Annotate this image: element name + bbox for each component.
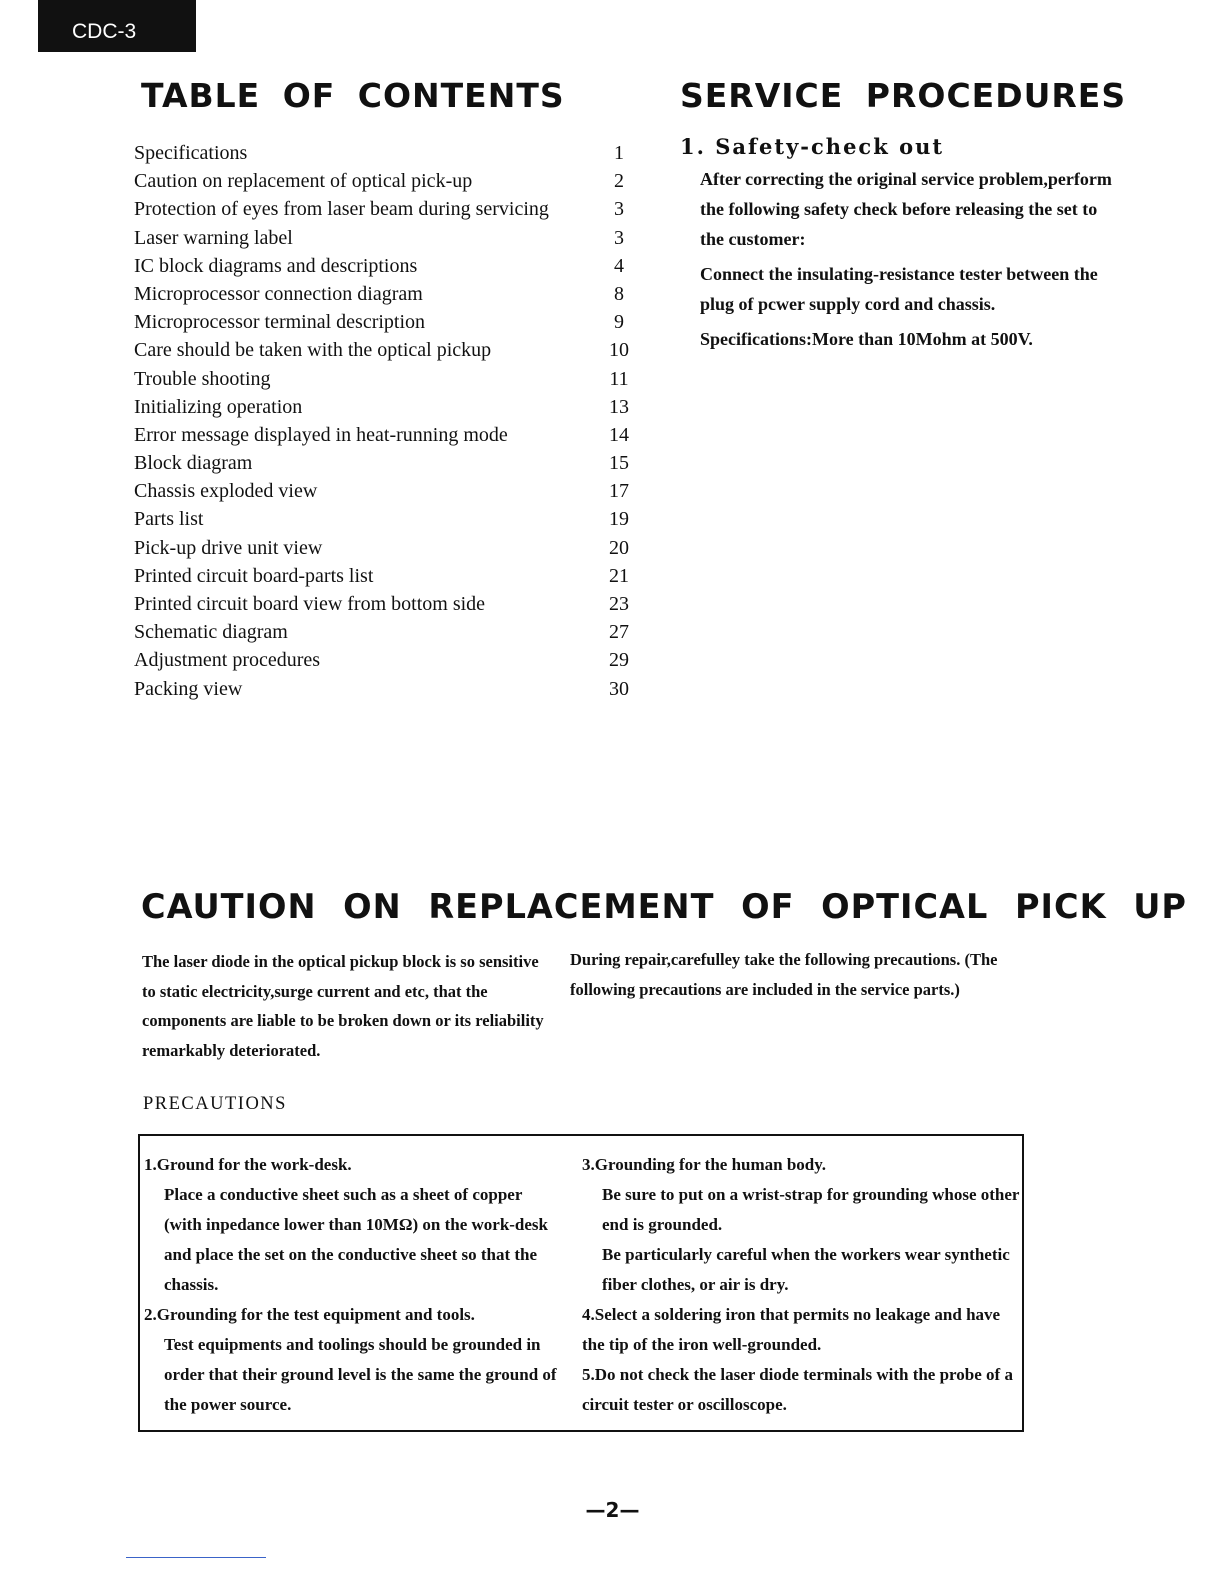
toc-entry	[134, 280, 634, 308]
page-number: —2—	[585, 1498, 640, 1522]
precautions-box	[138, 1134, 1024, 1432]
precautions-left-column	[144, 1150, 564, 1420]
toc-entry	[134, 365, 634, 393]
toc-entry-page: 21	[609, 564, 629, 587]
toc-entry-page: 13	[609, 395, 629, 418]
toc-entry-page: 29	[609, 649, 629, 672]
toc-entry	[134, 505, 634, 533]
toc-entry-title: Parts list	[134, 508, 204, 531]
toc-entry-title: Schematic diagram	[134, 621, 288, 644]
toc-entry	[134, 167, 634, 195]
toc-entry-page: 23	[609, 593, 629, 615]
toc-entry-page: 3	[614, 226, 624, 249]
toc-entry-title: Error message displayed in heat-running mode	[134, 423, 508, 446]
scan-edge-line	[126, 1557, 266, 1558]
toc-entry	[134, 421, 634, 449]
service-section	[680, 134, 1120, 354]
precautions-label: PRECAUTIONS	[143, 1094, 287, 1114]
precaution-5: 5.Do not check the laser diode terminals with the probe of a circuit tester or oscilloscope.	[582, 1365, 1013, 1414]
safety-para-2: Connect the insulating-resistance tester between the plug of pcwer supply cord and chassis.	[700, 264, 1098, 314]
toc-entry-page: 27	[609, 621, 629, 644]
toc-entry	[134, 534, 634, 562]
toc-entry-title: Care should be taken with the optical pickup	[134, 339, 492, 362]
toc-entry-title: Printed circuit board view from bottom side	[134, 593, 486, 615]
toc-entry-title: Block diagram	[134, 452, 253, 475]
precaution-4: 4.Select a soldering iron that permits no leakage and have the tip of the iron well-grounded.	[582, 1305, 1001, 1354]
toc-entry-title: Microprocessor connection diagram	[134, 282, 423, 305]
toc-entry-title: Caution on replacement of optical pick-up	[134, 170, 473, 193]
toc-entry-page: 2	[614, 170, 624, 193]
toc-title: TABLE OF CONTENTS	[141, 76, 565, 115]
caution-intro-right: During repair,carefulley take the following precautions. (The following precautions are included in the service parts.)	[570, 950, 998, 999]
toc-entry-page: 3	[614, 198, 624, 221]
toc-entry	[134, 590, 634, 618]
toc-entry-page: 14	[609, 423, 629, 446]
model-tag: CDC-3	[38, 0, 196, 52]
toc-entry	[134, 336, 634, 364]
precaution-1-title: 1.Ground for the work-desk.	[144, 1155, 352, 1174]
toc-entry-title: Protection of eyes from laser beam during servicing	[134, 198, 549, 221]
toc-entry-title: Laser warning label	[134, 226, 293, 249]
toc-entry	[134, 139, 634, 167]
toc-entry-page: 8	[614, 282, 624, 305]
toc-entry	[134, 308, 634, 336]
toc-entry	[134, 618, 634, 646]
toc-entry	[134, 646, 634, 674]
safety-check-heading: 1. Safety-check out	[680, 134, 945, 159]
toc-entry-title: Microprocessor terminal description	[134, 311, 426, 334]
toc-entry-page: 10	[609, 339, 629, 362]
toc-entry-title: Adjustment procedures	[134, 649, 321, 672]
toc-entry-page: 9	[614, 311, 624, 334]
toc-entry	[134, 224, 634, 252]
precautions-right-column	[582, 1150, 1022, 1420]
toc-entry-title: Specifications	[134, 142, 248, 164]
safety-para-1: After correcting the original service problem,perform the following safety check before releasing the set to the customer:	[700, 169, 1112, 249]
toc-entry-page: 1	[614, 142, 624, 164]
toc-entry-title: Chassis exploded view	[134, 480, 318, 503]
toc-entry	[134, 393, 634, 421]
toc-entry-page: 15	[609, 452, 629, 475]
precaution-2-body: Test equipments and toolings should be grounded in order that their ground level is the same the ground of the power source.	[164, 1335, 557, 1414]
toc-entry-page: 4	[614, 254, 624, 277]
toc-entry-page: 20	[609, 536, 629, 559]
caution-intro-left: The laser diode in the optical pickup block is so sensitive to static electricity,surge current and etc, that the components are liable to be broken down or its reliability remarkably deteriorated.	[142, 952, 544, 1060]
caution-title: CAUTION ON REPLACEMENT OF OPTICAL PICK UP	[141, 887, 1187, 926]
toc-entry-page: 11	[609, 367, 629, 390]
precaution-1-body: Place a conductive sheet such as a sheet of copper (with inpedance lower than 10MΩ) on the work-desk and place the set on the conductive sheet so that the chassis.	[164, 1185, 549, 1294]
precaution-3-body-2: Be particularly careful when the workers wear synthetic fiber clothes, or air is dry.	[602, 1245, 1010, 1294]
precaution-3-body: Be sure to put on a wrist-strap for grounding whose other end is grounded.	[602, 1185, 1020, 1234]
precaution-3-title: 3.Grounding for the human body.	[582, 1155, 827, 1174]
toc-entry	[134, 195, 634, 223]
toc-list	[134, 139, 634, 703]
toc-entry-title: Trouble shooting	[134, 367, 271, 390]
toc-entry-page: 30	[609, 677, 629, 700]
safety-para-3: Specifications:More than 10Mohm at 500V.	[700, 329, 1033, 349]
precaution-2-title: 2.Grounding for the test equipment and tools.	[144, 1305, 475, 1324]
toc-entry-page: 19	[609, 508, 629, 531]
toc-entry	[134, 477, 634, 505]
toc-entry-page: 17	[609, 480, 629, 503]
toc-entry	[134, 449, 634, 477]
toc-entry	[134, 252, 634, 280]
service-title: SERVICE PROCEDURES	[680, 76, 1127, 115]
toc-entry-title: Initializing operation	[134, 395, 303, 418]
toc-entry	[134, 675, 634, 703]
toc-entry-title: Pick-up drive unit view	[134, 536, 323, 559]
toc-entry	[134, 562, 634, 590]
toc-entry-title: Packing view	[134, 677, 243, 700]
toc-entry-title: IC block diagrams and descriptions	[134, 254, 418, 277]
toc-entry-title: Printed circuit board-parts list	[134, 564, 374, 587]
